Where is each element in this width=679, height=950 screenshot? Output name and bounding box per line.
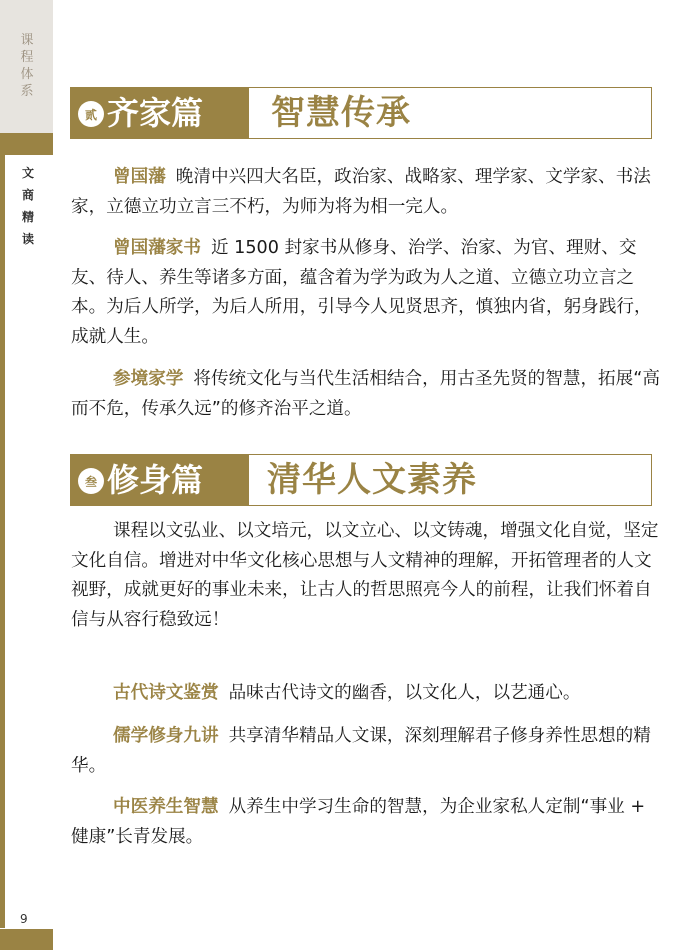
term-label: 古代诗文鉴赏 (113, 683, 219, 703)
paragraph-intro (71, 517, 661, 635)
paragraph-text: 从养生中学习生命的智慧，为企业家私人定制“事业 + 健康”长青发展。 (71, 797, 646, 847)
section-header-xiushen (70, 454, 652, 506)
paragraph-shiwen (71, 679, 661, 709)
section-header-label-block (71, 88, 249, 138)
term-label: 曾国藩 (113, 167, 166, 187)
paragraph-text: 将传统文化与当代生活相结合，用古圣先贤的智慧，拓展“高而不危，传承久远”的修齐治平之道。 (71, 369, 660, 419)
paragraph-text: 近 1500 封家书从修身、治学、治家、为官、理财、交友、待人、养生等诸多方面，蕴含着为学为政为人之道、立德立功立言之本。为后人所学，为后人所用，引导今人见贤思齐，慎独内省，躬身践行，成就人生。 (71, 238, 652, 347)
paragraph-text: 课程以文弘业、以文培元，以文立心、以文铸魂，增强文化自觉，坚定文化自信。增进对中华文化核心思想与人文精神的理解，开拓管理者的人文视野，成就更好的事业未来，让古人的哲思照亮今人的前程，让我们怀着自信与从容行稳致远！ (71, 521, 659, 630)
section-badge: 贰 (78, 101, 104, 127)
term-label: 参境家学 (113, 369, 184, 389)
section-name: 修身篇 (107, 461, 204, 499)
sidebar-accent-bar (0, 133, 5, 928)
sidebar-top-label: 课程体系 (20, 33, 34, 99)
section-title: 清华人文素养 (267, 460, 477, 500)
paragraph-zhongyi (71, 793, 661, 852)
paragraph-jiashu (71, 234, 661, 352)
paragraph-text: 品味古代诗文的幽香，以文化人，以艺通心。 (228, 683, 581, 703)
page-number: 9 (20, 912, 28, 926)
sidebar-active-marker (0, 133, 53, 155)
paragraph-text: 共享清华精品人文课，深刻理解君子修身养性思想的精华。 (71, 726, 651, 776)
paragraph-jiaxue (71, 365, 661, 424)
term-label: 儒学修身九讲 (113, 726, 219, 746)
section-name: 齐家篇 (107, 94, 204, 132)
term-label: 中医养生智慧 (113, 797, 219, 817)
section-header-label-block (71, 455, 249, 505)
paragraph-text: 晚清中兴四大名臣，政治家、战略家、理学家、文学家、书法家，立德立功立言三不朽，为师为将为相一完人。 (71, 167, 651, 217)
term-label: 曾国藩家书 (113, 238, 201, 258)
section-title: 智慧传承 (271, 93, 411, 133)
section-header-qijia (70, 87, 652, 139)
paragraph-ruxue (71, 722, 661, 781)
sidebar-active-label[interactable]: 文商精读 (21, 166, 34, 246)
sidebar-bottom-bar (0, 929, 53, 950)
section-badge: 叁 (78, 468, 104, 494)
paragraph-zengguofan (71, 163, 661, 222)
